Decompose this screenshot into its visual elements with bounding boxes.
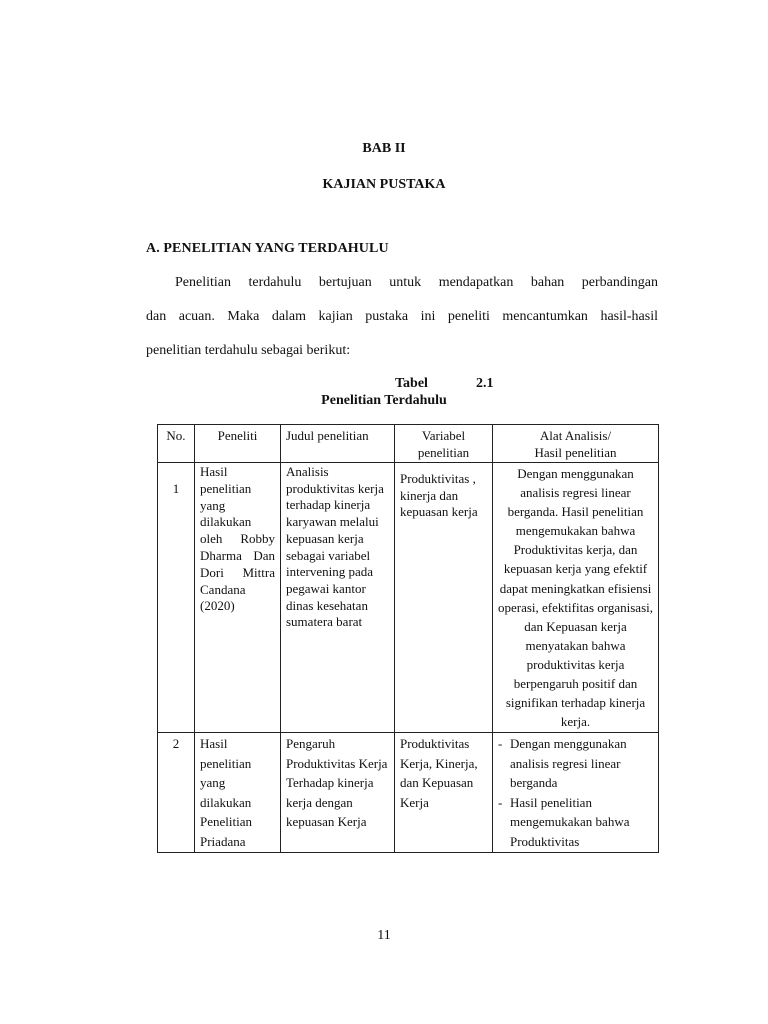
table-row: [158, 733, 659, 853]
list-item: - Dengan menggunakan analisis regresi linear berganda: [498, 734, 653, 793]
paragraph-line-2: dan acuan. Maka dalam kajian pustaka ini peneliti mencantumkan hasil-hasil: [146, 309, 658, 324]
table-header-row: [158, 425, 659, 463]
row-judul: Analisis produktivitas kerja terhadap kinerja karyawan melalui kepuasan kerja sebagai variabel intervening pada pegawai kantor dinas kesehatan sumatera barat: [281, 463, 395, 733]
research-table: [157, 424, 659, 853]
row-variabel: Produktivitas , kinerja dan kepuasan kerja: [395, 463, 493, 733]
table-caption: Penelitian Terdahulu: [321, 393, 447, 408]
chapter-title: KAJIAN PUSTAKA: [322, 177, 446, 192]
paragraph-line-3: penelitian terdahulu sebagai berikut:: [146, 343, 351, 358]
header-judul: Judul penelitian: [281, 425, 395, 463]
header-variabel: Variabel penelitian: [395, 425, 493, 463]
chapter-heading: BAB II: [362, 141, 406, 156]
row-no: 1: [158, 463, 195, 733]
table-number: 2.1: [476, 376, 494, 391]
header-peneliti: Peneliti: [195, 425, 281, 463]
page-number: 11: [377, 928, 391, 943]
paragraph-line-1: Penelitian terdahulu bertujuan untuk mendapatkan bahan perbandingan: [175, 275, 658, 290]
row-judul: Pengaruh Produktivitas Kerja Terhadap kinerja kerja dengan kepuasan Kerja: [281, 733, 395, 853]
row-variabel: Produktivitas Kerja, Kinerja, dan Kepuasan Kerja: [395, 733, 493, 853]
row-peneliti: Hasil penelitian yang dilakukan oleh Robby Dharma Dan Dori Mittra Candana (2020): [195, 463, 281, 733]
hasil-list: [498, 734, 653, 851]
header-no: No.: [158, 425, 195, 463]
row-hasil: Dengan menggunakan analisis regresi linear berganda. Hasil penelitian mengemukakan bahwa Produktivitas kerja, dan kepuasan kerja yang efektif dapat meningkatkan efisiensi operasi, efektifitas organisasi, dan Kepuasan kerja menyatakan bahwa produktivitas kerja berpengaruh positif dan signifikan terhadap kinerja kerja.: [493, 463, 659, 733]
table-label-text: Tabel: [395, 376, 428, 391]
header-alat: Alat Analisis/ Hasil penelitian: [493, 425, 659, 463]
table-row: [158, 463, 659, 733]
row-no: 2: [158, 733, 195, 853]
row-peneliti: Hasil penelitian yang dilakukan Penelitian Priadana: [195, 733, 281, 853]
list-item: - Hasil penelitian mengemukakan bahwa Produktivitas: [498, 793, 653, 852]
section-title: A. PENELITIAN YANG TERDAHULU: [146, 241, 389, 256]
row-hasil: [493, 733, 659, 853]
